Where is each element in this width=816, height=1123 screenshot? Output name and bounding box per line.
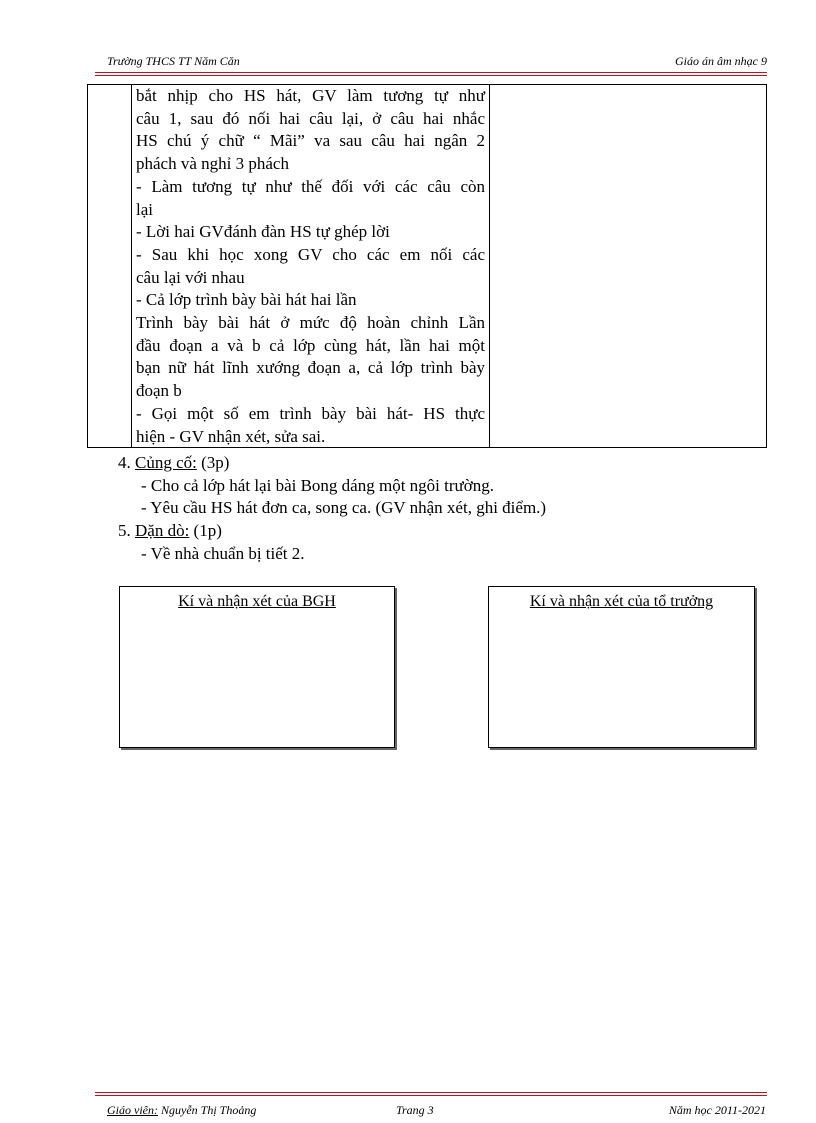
table-line: đoạn b [136, 381, 182, 401]
header-rule [95, 72, 767, 73]
section-time: (1p) [193, 521, 222, 540]
footer-teacher-label: Giáo viên: [107, 1103, 158, 1117]
table-line: bạn nữ hát lĩnh xướng đoạn a, cả lớp trình bày [136, 358, 485, 378]
table-line: - Lời hai GVđánh đàn HS tự ghép lời [136, 222, 390, 242]
section-4-item: - Yêu cầu HS hát đơn ca, song ca. (GV nhận xét, ghi điểm.) [141, 498, 547, 517]
table-line: - Sau khi học xong GV cho các em nối các [136, 244, 485, 264]
footer-teacher-name: Nguyễn Thị Thoảng [157, 1103, 257, 1117]
signature-box-title: Kí và nhận xét của BGH [178, 593, 336, 610]
footer-rule [95, 1095, 767, 1096]
table-line: - Làm tương tự như thế đối với các câu còn [136, 176, 485, 196]
section-4-item: - Cho cả lớp hát lại bài Bong dáng một ngôi trường. [141, 476, 494, 495]
table-column-teacher-activity [132, 85, 490, 447]
table-line: câu 1, sau đó nối hai câu lại, ở câu hai nhắc [136, 108, 485, 128]
lesson-table [87, 84, 767, 448]
table-line: lại [136, 199, 153, 219]
signature-box-to-truong [488, 586, 755, 748]
footer-rule [95, 1092, 767, 1093]
section-title: Củng cố: [135, 453, 197, 472]
page-header [95, 52, 767, 74]
signature-box-title: Kí và nhận xét của tổ trưởng [529, 593, 714, 610]
table-line: Trình bày bài hát ở mức độ hoàn chỉnh Lần [136, 313, 485, 333]
table-line: HS chú ý chữ “ Mãi” va sau câu hai ngân 2 [136, 131, 485, 151]
section-5-item: - Về nhà chuẩn bị tiết 2. [141, 544, 305, 563]
section-5-heading [118, 520, 222, 542]
table-column-time [88, 85, 132, 447]
header-rule [95, 75, 767, 76]
section-title: Dặn dò: [135, 521, 190, 540]
section-number: 4. [118, 453, 131, 472]
footer-page-number: Trang 3 [396, 1103, 434, 1117]
table-line: đầu đoạn a và b cả lớp cùng hát, lần hai một [136, 335, 485, 355]
section-number: 5. [118, 521, 131, 540]
signature-box-bgh [119, 586, 395, 748]
header-school: Trường THCS TT Năm Căn [107, 54, 240, 68]
table-line: - Cả lớp trình bày bài hát hai lần [136, 290, 357, 310]
table-line: hiện - GV nhận xét, sửa sai. [136, 426, 326, 446]
table-line: câu lại với nhau [136, 267, 245, 287]
section-4-heading [118, 452, 229, 474]
table-line: phách và nghỉ 3 phách [136, 154, 289, 174]
footer-school-year: Năm học 2011-2021 [668, 1103, 766, 1117]
table-line: - Gọi một số em trình bày bài hát- HS thực [136, 403, 485, 423]
header-subject: Giáo án âm nhạc 9 [675, 54, 767, 68]
table-line: bắt nhịp cho HS hát, GV làm tương tự như [136, 86, 485, 105]
footer-teacher [107, 1103, 256, 1118]
section-time: (3p) [201, 453, 230, 472]
